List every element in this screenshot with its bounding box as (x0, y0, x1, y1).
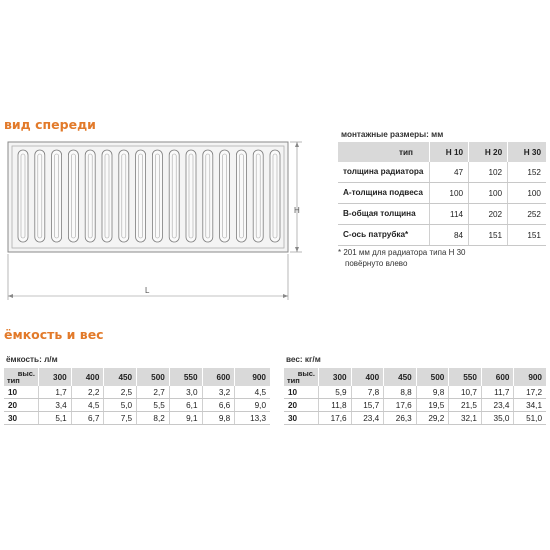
height-label: H (294, 206, 300, 215)
radiator-fin (18, 150, 28, 242)
weight-cell: 29,2 (416, 412, 449, 425)
capacity-cell: 6,6 (202, 399, 235, 412)
mount-row-label: толщина радиатора (338, 162, 430, 183)
weight-cell: 11,7 (481, 386, 514, 399)
capacity-corner-height: выс. (17, 369, 35, 378)
radiator-fin (253, 150, 263, 242)
radiator-fin (102, 150, 112, 242)
mount-cell: 152 (508, 162, 546, 183)
weight-column-header: 300 (319, 368, 352, 386)
capacity-row (4, 386, 270, 399)
weight-cell: 51,0 (514, 412, 546, 425)
mount-header-row (338, 142, 546, 162)
capacity-cell: 5,1 (39, 412, 72, 425)
capacity-cell: 9,1 (169, 412, 202, 425)
mount-row-label: А-толщина подвеса (338, 183, 430, 204)
mount-row-label: С-ось патрубка* (338, 225, 430, 246)
weight-cell: 9,8 (416, 386, 449, 399)
capacity-cell: 7,5 (104, 412, 137, 425)
weight-cell: 17,6 (384, 399, 417, 412)
capacity-cell: 2,7 (137, 386, 170, 399)
capacity-column-header: 900 (235, 368, 270, 386)
mount-cell: 100 (430, 183, 469, 204)
weight-corner-height: выс. (297, 369, 315, 378)
mount-cell: 202 (469, 204, 508, 225)
weight-column-header: 500 (416, 368, 449, 386)
mount-dimensions-table (338, 142, 546, 246)
mount-caption: монтажные размеры: мм (341, 130, 444, 139)
capacity-column-header: 600 (202, 368, 235, 386)
mount-header-h30: H 30 (508, 142, 546, 162)
capacity-weight-title: ёмкость и вес (4, 327, 104, 342)
weight-cell: 17,6 (319, 412, 352, 425)
mount-row (338, 162, 546, 183)
weight-cell: 17,2 (514, 386, 546, 399)
radiator-fin (136, 150, 146, 242)
weight-column-header: 600 (481, 368, 514, 386)
weight-cell: 32,1 (449, 412, 482, 425)
capacity-column-header: 400 (71, 368, 104, 386)
capacity-cell: 3,2 (202, 386, 235, 399)
radiator-fin (52, 150, 62, 242)
radiator-fin (85, 150, 95, 242)
capacity-cell: 4,5 (71, 399, 104, 412)
mount-cell: 102 (469, 162, 508, 183)
weight-cell: 23,4 (481, 399, 514, 412)
length-label: L (145, 286, 150, 295)
weight-cell: 11,8 (319, 399, 352, 412)
capacity-cell: 3,4 (39, 399, 72, 412)
capacity-column-header: 300 (39, 368, 72, 386)
weight-column-header: 450 (384, 368, 417, 386)
capacity-column-header: 500 (137, 368, 170, 386)
capacity-row (4, 412, 270, 425)
capacity-cell: 9,8 (202, 412, 235, 425)
mount-header-h10: H 10 (430, 142, 469, 162)
mount-row-label: В-общая толщина (338, 204, 430, 225)
capacity-caption: ёмкость: л/м (6, 355, 58, 364)
height-dimension (290, 142, 302, 252)
mount-cell: 47 (430, 162, 469, 183)
weight-cell: 35,0 (481, 412, 514, 425)
mount-footnote-1: * 201 мм для радиатора типа H 30 (338, 248, 466, 257)
mount-row (338, 204, 546, 225)
radiator-fin (119, 150, 129, 242)
weight-cell: 26,3 (384, 412, 417, 425)
weight-caption: вес: кг/м (286, 355, 321, 364)
capacity-cell: 4,5 (235, 386, 270, 399)
weight-table (284, 368, 546, 425)
weight-cell: 15,7 (351, 399, 384, 412)
capacity-cell: 2,2 (71, 386, 104, 399)
weight-cell: 34,1 (514, 399, 546, 412)
capacity-column-header: 450 (104, 368, 137, 386)
capacity-table (4, 368, 270, 425)
capacity-cell: 2,5 (104, 386, 137, 399)
capacity-cell: 9,0 (235, 399, 270, 412)
weight-row-type: 10 (284, 386, 319, 399)
capacity-header-row (4, 368, 270, 386)
weight-row-type: 20 (284, 399, 319, 412)
capacity-corner-type: тип (7, 376, 20, 385)
radiator-fin (68, 150, 78, 242)
weight-column-header: 550 (449, 368, 482, 386)
weight-cell: 8,8 (384, 386, 417, 399)
radiator-fin (236, 150, 246, 242)
mount-cell: 151 (469, 225, 508, 246)
radiator-fin (220, 150, 230, 242)
capacity-cell: 8,2 (137, 412, 170, 425)
capacity-cell: 5,0 (104, 399, 137, 412)
mount-row (338, 225, 546, 246)
radiator-fin (270, 150, 280, 242)
weight-cell: 5,9 (319, 386, 352, 399)
capacity-row-type: 30 (4, 412, 39, 425)
mount-cell: 84 (430, 225, 469, 246)
capacity-cell: 1,7 (39, 386, 72, 399)
mount-footnote-2: повёрнуто влево (345, 259, 408, 268)
weight-corner-type: тип (287, 376, 300, 385)
radiator-fin (186, 150, 196, 242)
mount-header-h20: H 20 (469, 142, 508, 162)
capacity-cell: 5,5 (137, 399, 170, 412)
capacity-column-header: 550 (169, 368, 202, 386)
radiator-fin (152, 150, 162, 242)
radiator-front-drawing (4, 138, 304, 304)
capacity-cell: 13,3 (235, 412, 270, 425)
mount-cell: 114 (430, 204, 469, 225)
weight-row (284, 399, 546, 412)
mount-cell: 100 (469, 183, 508, 204)
front-view-title: вид спереди (4, 117, 96, 132)
capacity-corner-header (4, 368, 39, 386)
mount-cell: 100 (508, 183, 546, 204)
mount-row (338, 183, 546, 204)
weight-column-header: 900 (514, 368, 546, 386)
mount-cell: 151 (508, 225, 546, 246)
capacity-cell: 6,1 (169, 399, 202, 412)
weight-cell: 23,4 (351, 412, 384, 425)
mount-header-type: тип (338, 142, 430, 162)
radiator-fin (203, 150, 213, 242)
radiator-fin (35, 150, 45, 242)
weight-cell: 19,5 (416, 399, 449, 412)
weight-row (284, 412, 546, 425)
capacity-row-type: 10 (4, 386, 39, 399)
weight-cell: 7,8 (351, 386, 384, 399)
weight-corner-header (284, 368, 319, 386)
radiator-fin (169, 150, 179, 242)
capacity-cell: 6,7 (71, 412, 104, 425)
weight-cell: 21,5 (449, 399, 482, 412)
weight-row (284, 386, 546, 399)
weight-header-row (284, 368, 546, 386)
capacity-row-type: 20 (4, 399, 39, 412)
weight-cell: 10,7 (449, 386, 482, 399)
weight-column-header: 400 (351, 368, 384, 386)
mount-cell: 252 (508, 204, 546, 225)
capacity-row (4, 399, 270, 412)
weight-row-type: 30 (284, 412, 319, 425)
capacity-cell: 3,0 (169, 386, 202, 399)
